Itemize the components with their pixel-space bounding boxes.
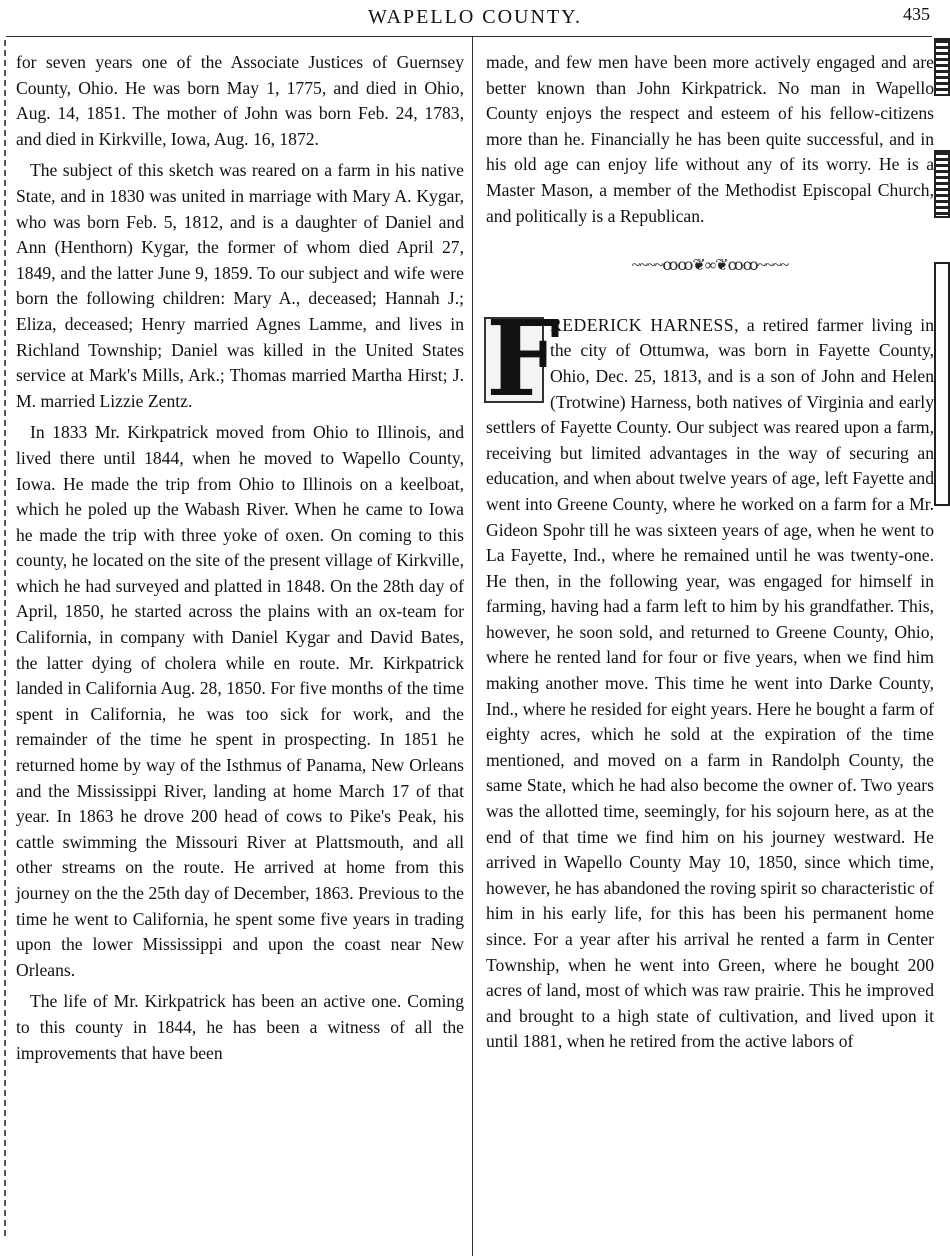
drop-cap: F [486, 296, 560, 420]
paragraph: for seven years one of the Associate Justices of Guernsey County, Ohio. He was born May 1, 1775, and died in Ohio, Aug. 14, 1851. The mother of John was born Feb. 24, 1783, and died in Kirkville, Iowa, Aug. 16, 1872. [16, 52, 464, 149]
edge-tab-mark [934, 262, 950, 506]
subject-name: REDERICK HARNESS, [550, 314, 739, 335]
edge-tab-mark [934, 38, 950, 96]
header-rule [6, 36, 932, 37]
page-header [0, 0, 950, 34]
paragraph: made, and few men have been more actively engaged and are better known than John Kirkpatrick. No man in Wapello County enjoys the respect and esteem of his fellow-citizens more than he. Financially he has been quite successful, and in his old age can enjoy life without any of its worry. He is a Master Mason, a member of the Methodist Episcopal Church, and politically is a Republican. [486, 52, 934, 226]
edge-tab-mark [934, 150, 950, 218]
paragraph: In 1833 Mr. Kirkpatrick moved from Ohio to Illinois, and lived there until 1844, when he moved to Wapello County, Iowa. He made the trip from Ohio to Illinois on a keelboat, which he poled up the Wabash River. When he came to Iowa he made the trip with three yoke of oxen. On coming to this county, he located on the site of the present village of Kirkville, which he had surveyed and platted in 1848. On the 28th day of April, 1850, he started across the plains with an ox-team for California, in company with Daniel Kygar and David Bates, the latter dying of cholera while en route. Mr. Kirkpatrick landed in California Aug. 28, 1850. For five months of the time spent in California, he was too sick for work, and the remainder of the time he spent in prospecting. In 1851 he returned home by way of the Isthmus of Panama, New Orleans and the Mississippi River, landing at home March 17 of that year. In 1863 he drove 200 head of cows to Pike's Peak, his cattle swimming the Missouri River at Plattsmouth, and all other streams on the route. He arrived at home from this journey on the the 25th day of December, 1863. Previous to the time he went to California, he spent some five years in trading upon the lower Mississippi and upon the coast near New Orleans. [16, 422, 464, 980]
page-number: 435 [903, 4, 930, 24]
paragraph: The subject of this sketch was reared on a farm in his native State, and in 1830 was united in marriage with Mary A. Kygar, who was born Feb. 5, 1812, and is a daughter of Daniel and Ann (Henthorn) Kygar, the former of whom died April 27, 1849, and the latter June 9, 1859. To our subject and wife were born the following children: Mary A., deceased; Hannah J.; Eliza, deceased; Henry married Agnes Lamme, and lives in Richland Township; Daniel was killed in the United States service at Mark's Mills, Ark.; Thomas married Martha Hirst; J. M. married Lizzie Zentz. [16, 160, 464, 411]
paragraph-text: a retired farmer living in the city of Ottumwa, was born in Fayette County, Ohio, Dec. 25, 1813, and is a son of John and Helen (Trotwine) Harness, both natives of Virginia and early settlers of Fayette County. Our subject was reared upon a farm, receiving but limited advantages in the way of securing an education, and when about twelve years of age, left Fayette and went into Greene County, where he worked on a farm for a Mr. Gideon Spohr till he was sixteen years of age, when he went to La Fayette, Ind., where he remained until he was twenty-one. He then, in the following year, was engaged for himself in farming, having had a farm left to him by his grandfather. This, however, he soon sold, and returned to Greene County, Ohio, where he rented land for four or five years, when we find him making another move. This time he went into Darke County, Ind., where he resided for eight years. Here he bought a farm of eighty acres, which he sold at the expiration of the time mentioned, and moved on a farm in Randolph County, the same State, which he had also become the owner of. Two years was the allotted time, seemingly, for his sojourn here, as at the end of that time we find him on his journey westward. He arrived in Wapello County May 10, 1850, since which time, however, he has abandoned the roving spirit so characteristic of him in his early life, for this has been his permanent home since. For a year after his arrival he rented a farm in Center Township, when he went into Green, where he bought 200 acres of land, most of which was raw prairie. This he improved and brought to a high state of cultivation, and lived upon it until 1881, when he retired from the active labors of [486, 314, 934, 1052]
binding-edge [4, 40, 6, 1236]
right-column [486, 50, 934, 1061]
left-column [16, 50, 464, 1072]
ornament-divider: ~~~~ꝏꝏ❦∞❦ꝏꝏ~~~~ [631, 257, 789, 275]
column-divider [472, 37, 473, 1256]
running-title: WAPELLO COUNTY. [367, 6, 583, 28]
paragraph: The life of Mr. Kirkpatrick has been an active one. Coming to this county in 1844, he has been a witness of all the improvements that have been [16, 991, 464, 1063]
biography-paragraph [486, 296, 934, 1055]
